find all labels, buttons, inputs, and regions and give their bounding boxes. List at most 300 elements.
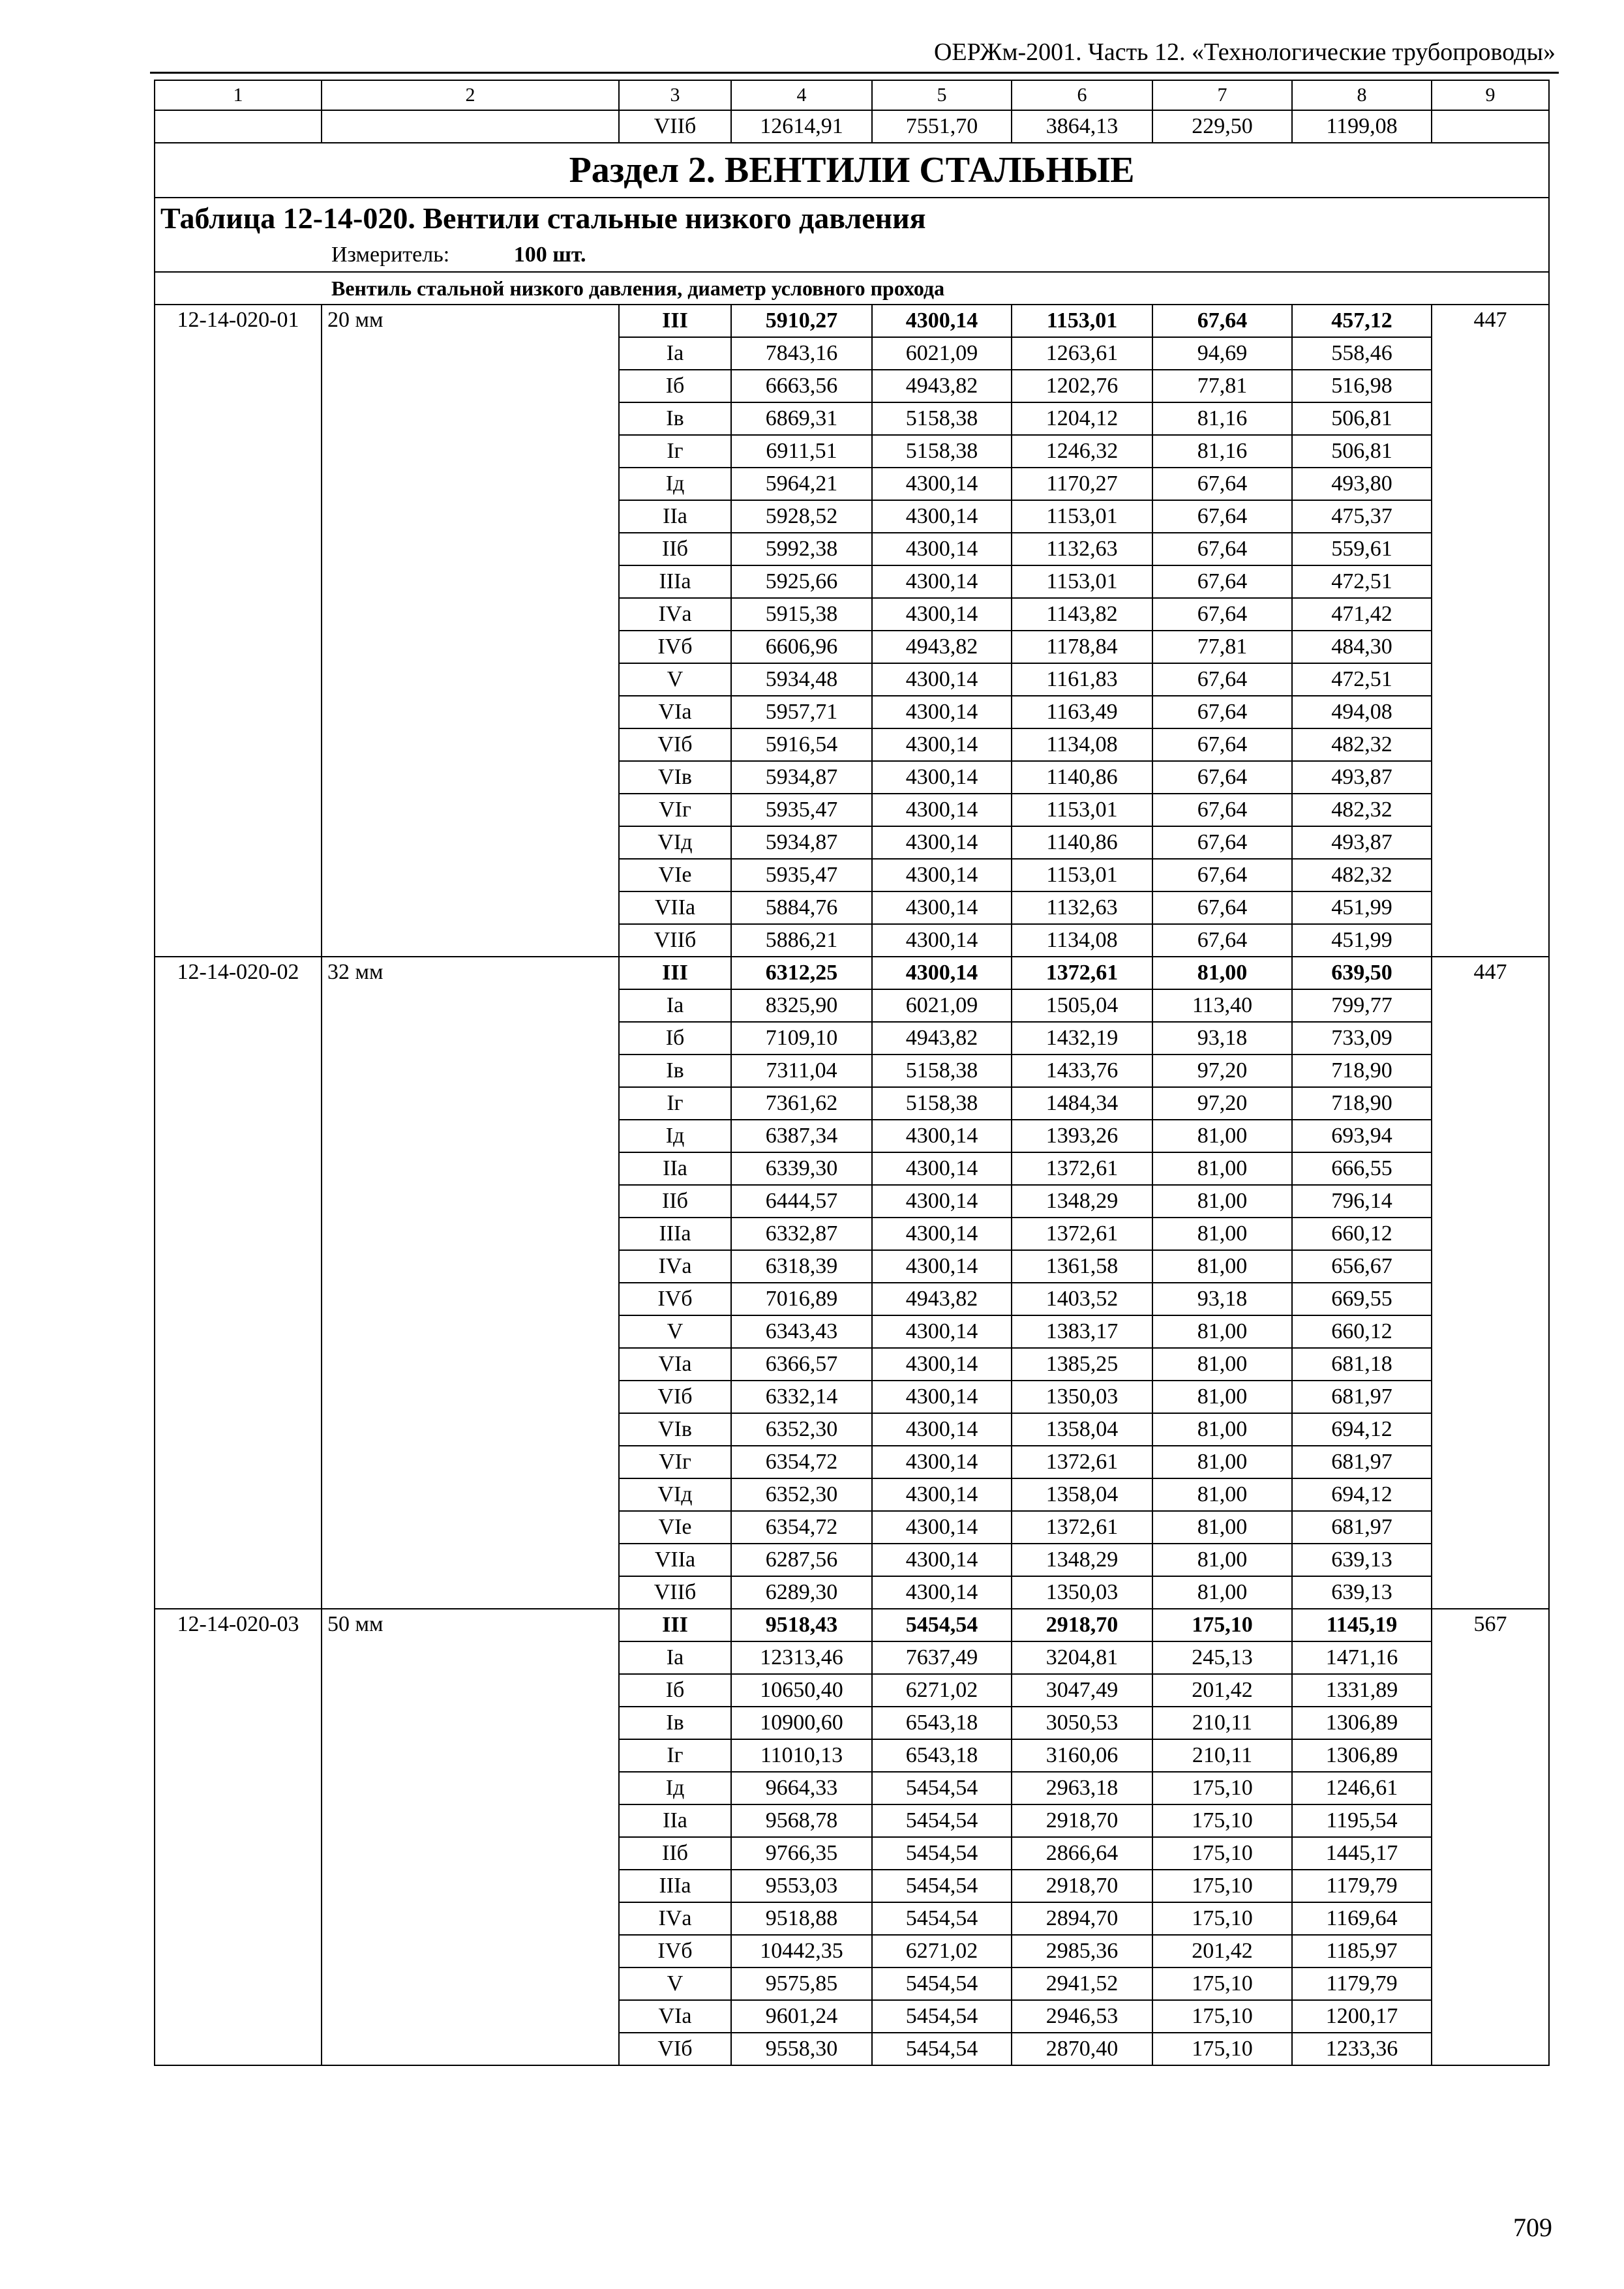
- description-cell: [322, 631, 619, 663]
- category-cell: V: [619, 663, 731, 696]
- category-cell: IVа: [619, 598, 731, 631]
- reference-cell: [1432, 728, 1549, 761]
- category-cell: VIб: [619, 2033, 731, 2065]
- category-cell: IVа: [619, 1902, 731, 1935]
- value-cell: 4300,14: [872, 696, 1012, 728]
- value-cell: 12614,91: [731, 110, 872, 143]
- value-cell: 660,12: [1292, 1315, 1432, 1348]
- value-cell: 2918,70: [1012, 1609, 1152, 1641]
- value-cell: 9553,03: [731, 1870, 872, 1902]
- value-cell: 5992,38: [731, 533, 872, 565]
- description-cell: 20 мм: [322, 305, 619, 337]
- value-cell: 1358,04: [1012, 1413, 1152, 1446]
- code-cell: [155, 2000, 322, 2033]
- value-cell: 11010,13: [731, 1739, 872, 1772]
- value-cell: 4300,14: [872, 761, 1012, 794]
- value-cell: 6332,14: [731, 1381, 872, 1413]
- table-row: [155, 728, 1549, 761]
- table-row: [155, 663, 1549, 696]
- value-cell: 1153,01: [1012, 565, 1152, 598]
- code-cell: [155, 1055, 322, 1087]
- value-cell: 1331,89: [1292, 1674, 1432, 1707]
- value-cell: 1132,63: [1012, 891, 1152, 924]
- value-cell: 5935,47: [731, 859, 872, 891]
- table-row: [155, 826, 1549, 859]
- value-cell: 81,00: [1152, 1446, 1292, 1478]
- value-cell: 1372,61: [1012, 1446, 1152, 1478]
- category-cell: III: [619, 305, 731, 337]
- reference-cell: [1432, 1837, 1549, 1870]
- value-cell: 1505,04: [1012, 989, 1152, 1022]
- value-cell: 175,10: [1152, 1609, 1292, 1641]
- reference-cell: [1432, 402, 1549, 435]
- value-cell: 7016,89: [731, 1283, 872, 1315]
- description-cell: 50 мм: [322, 1609, 619, 1641]
- value-cell: 482,32: [1292, 859, 1432, 891]
- description-cell: [322, 761, 619, 794]
- value-cell: 6339,30: [731, 1152, 872, 1185]
- code-cell: [155, 728, 322, 761]
- table-row: [155, 631, 1549, 663]
- value-cell: 2918,70: [1012, 1804, 1152, 1837]
- value-cell: 1179,79: [1292, 1870, 1432, 1902]
- category-cell: VIб: [619, 728, 731, 761]
- value-cell: 4943,82: [872, 370, 1012, 402]
- value-cell: 1153,01: [1012, 794, 1152, 826]
- reference-cell: [1432, 1967, 1549, 2000]
- value-cell: 1179,79: [1292, 1967, 1432, 2000]
- table-row: [155, 1576, 1549, 1609]
- value-cell: 1132,63: [1012, 533, 1152, 565]
- code-cell: [155, 1902, 322, 1935]
- value-cell: 559,61: [1292, 533, 1432, 565]
- value-cell: 1372,61: [1012, 957, 1152, 989]
- value-cell: 482,32: [1292, 728, 1432, 761]
- value-cell: 1445,17: [1292, 1837, 1432, 1870]
- description-cell: [322, 663, 619, 696]
- value-cell: 5935,47: [731, 794, 872, 826]
- value-cell: 516,98: [1292, 370, 1432, 402]
- table-row: [155, 1870, 1549, 1902]
- description-cell: [322, 826, 619, 859]
- description-cell: [322, 1576, 619, 1609]
- code-cell: [155, 1772, 322, 1804]
- code-cell: [155, 794, 322, 826]
- code-cell: [155, 1544, 322, 1576]
- category-cell: Iд: [619, 1772, 731, 1804]
- reference-cell: [1432, 2033, 1549, 2065]
- measure-cell: [155, 238, 1549, 272]
- category-cell: VIIб: [619, 1576, 731, 1609]
- table-row: [155, 1544, 1549, 1576]
- value-cell: 2870,40: [1012, 2033, 1152, 2065]
- value-cell: 733,09: [1292, 1022, 1432, 1055]
- value-cell: 1306,89: [1292, 1739, 1432, 1772]
- value-cell: 97,20: [1152, 1087, 1292, 1120]
- reference-cell: [1432, 1218, 1549, 1250]
- code-cell: [155, 1478, 322, 1511]
- code-cell: [155, 1804, 322, 1837]
- code-cell: [155, 1641, 322, 1674]
- code-cell: [155, 924, 322, 957]
- value-cell: 1372,61: [1012, 1218, 1152, 1250]
- description-cell: [322, 2033, 619, 2065]
- value-cell: 81,00: [1152, 1413, 1292, 1446]
- value-cell: 6543,18: [872, 1707, 1012, 1739]
- description-cell: [322, 1544, 619, 1576]
- value-cell: 694,12: [1292, 1478, 1432, 1511]
- value-cell: 1199,08: [1292, 110, 1432, 143]
- value-cell: 4300,14: [872, 1413, 1012, 1446]
- category-cell: Iв: [619, 402, 731, 435]
- reference-cell: [1432, 794, 1549, 826]
- description-cell: [322, 1022, 619, 1055]
- code-cell: [155, 337, 322, 370]
- value-cell: 506,81: [1292, 435, 1432, 468]
- value-cell: 4300,14: [872, 1446, 1012, 1478]
- value-cell: 4943,82: [872, 1022, 1012, 1055]
- category-cell: Iв: [619, 1707, 731, 1739]
- code-cell: [155, 1707, 322, 1739]
- value-cell: 1433,76: [1012, 1055, 1152, 1087]
- description-cell: [322, 1087, 619, 1120]
- value-cell: 4300,14: [872, 598, 1012, 631]
- value-cell: 6021,09: [872, 989, 1012, 1022]
- category-cell: Iг: [619, 1087, 731, 1120]
- description-cell: [322, 1837, 619, 1870]
- reference-cell: [1432, 468, 1549, 500]
- value-cell: 1178,84: [1012, 631, 1152, 663]
- value-cell: 4300,14: [872, 1511, 1012, 1544]
- value-cell: 1484,34: [1012, 1087, 1152, 1120]
- measure-row: [155, 238, 1549, 272]
- code-cell: [155, 1870, 322, 1902]
- value-cell: 10900,60: [731, 1707, 872, 1739]
- value-cell: 1432,19: [1012, 1022, 1152, 1055]
- value-cell: 6543,18: [872, 1739, 1012, 1772]
- value-cell: 1233,36: [1292, 2033, 1432, 2065]
- table-row: [155, 1739, 1549, 1772]
- value-cell: 4300,14: [872, 728, 1012, 761]
- value-cell: 1348,29: [1012, 1544, 1152, 1576]
- category-cell: VIг: [619, 1446, 731, 1478]
- value-cell: 210,11: [1152, 1739, 1292, 1772]
- value-cell: 6271,02: [872, 1674, 1012, 1707]
- value-cell: 1393,26: [1012, 1120, 1152, 1152]
- category-cell: VIа: [619, 696, 731, 728]
- value-cell: 81,00: [1152, 1315, 1292, 1348]
- value-cell: 681,97: [1292, 1446, 1432, 1478]
- value-cell: 693,94: [1292, 1120, 1432, 1152]
- value-cell: 5158,38: [872, 402, 1012, 435]
- category-cell: VIб: [619, 1381, 731, 1413]
- value-cell: 77,81: [1152, 370, 1292, 402]
- value-cell: 718,90: [1292, 1087, 1432, 1120]
- code-cell: [155, 1185, 322, 1218]
- table-row: [155, 1348, 1549, 1381]
- description-cell: [322, 1902, 619, 1935]
- value-cell: 10442,35: [731, 1935, 872, 1967]
- reference-cell: [1432, 1576, 1549, 1609]
- value-cell: 1134,08: [1012, 728, 1152, 761]
- description-cell: [322, 989, 619, 1022]
- value-cell: 718,90: [1292, 1055, 1432, 1087]
- category-cell: IIа: [619, 500, 731, 533]
- value-cell: 1145,19: [1292, 1609, 1432, 1641]
- table-row: [155, 1283, 1549, 1315]
- value-cell: 81,00: [1152, 1478, 1292, 1511]
- value-cell: 6287,56: [731, 1544, 872, 1576]
- value-cell: 6021,09: [872, 337, 1012, 370]
- value-cell: 2946,53: [1012, 2000, 1152, 2033]
- value-cell: 67,64: [1152, 891, 1292, 924]
- category-cell: IIIа: [619, 565, 731, 598]
- code-cell: [155, 1967, 322, 2000]
- table-row: [155, 1185, 1549, 1218]
- value-cell: 6663,56: [731, 370, 872, 402]
- category-cell: IVа: [619, 1250, 731, 1283]
- value-cell: 796,14: [1292, 1185, 1432, 1218]
- value-cell: 67,64: [1152, 728, 1292, 761]
- value-cell: 494,08: [1292, 696, 1432, 728]
- value-cell: 67,64: [1152, 500, 1292, 533]
- value-cell: 6606,96: [731, 631, 872, 663]
- table-row: [155, 1674, 1549, 1707]
- code-cell: [155, 565, 322, 598]
- value-cell: 6289,30: [731, 1576, 872, 1609]
- table-row: [155, 1152, 1549, 1185]
- value-cell: 4300,14: [872, 924, 1012, 957]
- table-row: [155, 1967, 1549, 2000]
- description-cell: [322, 1511, 619, 1544]
- value-cell: 1153,01: [1012, 859, 1152, 891]
- description-cell: [322, 1935, 619, 1967]
- table-row: [155, 435, 1549, 468]
- subheading-row: [155, 272, 1549, 305]
- value-cell: 175,10: [1152, 2033, 1292, 2065]
- value-cell: 4300,14: [872, 1185, 1012, 1218]
- value-cell: 9601,24: [731, 2000, 872, 2033]
- reference-cell: [1432, 1935, 1549, 1967]
- reference-cell: [1432, 1511, 1549, 1544]
- value-cell: 5925,66: [731, 565, 872, 598]
- description-cell: [322, 1870, 619, 1902]
- value-cell: 81,00: [1152, 1250, 1292, 1283]
- value-cell: 1161,83: [1012, 663, 1152, 696]
- description-cell: [322, 1739, 619, 1772]
- value-cell: 472,51: [1292, 663, 1432, 696]
- value-cell: 4943,82: [872, 1283, 1012, 1315]
- measure-value: 100 шт.: [513, 242, 586, 267]
- value-cell: 2985,36: [1012, 1935, 1152, 1967]
- description-cell: [322, 924, 619, 957]
- description-cell: [322, 794, 619, 826]
- value-cell: 67,64: [1152, 663, 1292, 696]
- description-cell: [322, 1218, 619, 1250]
- category-cell: V: [619, 1315, 731, 1348]
- value-cell: 67,64: [1152, 565, 1292, 598]
- code-cell: [155, 370, 322, 402]
- value-cell: 660,12: [1292, 1218, 1432, 1250]
- value-cell: 5454,54: [872, 1804, 1012, 1837]
- value-cell: 5957,71: [731, 696, 872, 728]
- description-cell: [322, 1641, 619, 1674]
- category-cell: Iб: [619, 1022, 731, 1055]
- value-cell: 1246,61: [1292, 1772, 1432, 1804]
- table-row: [155, 1837, 1549, 1870]
- value-cell: 175,10: [1152, 1967, 1292, 2000]
- code-cell: [155, 663, 322, 696]
- code-cell: [155, 2033, 322, 2065]
- category-cell: Iг: [619, 435, 731, 468]
- reference-cell: [1432, 1772, 1549, 1804]
- reference-cell: [1432, 337, 1549, 370]
- value-cell: 5915,38: [731, 598, 872, 631]
- page-number: 709: [1513, 2213, 1552, 2242]
- value-cell: 666,55: [1292, 1152, 1432, 1185]
- value-cell: 1385,25: [1012, 1348, 1152, 1381]
- description-cell: [322, 598, 619, 631]
- description-cell: [322, 565, 619, 598]
- value-cell: 639,13: [1292, 1576, 1432, 1609]
- value-cell: 1306,89: [1292, 1707, 1432, 1739]
- description-cell: [322, 402, 619, 435]
- value-cell: 3864,13: [1012, 110, 1152, 143]
- reference-cell: [1432, 1804, 1549, 1837]
- category-cell: V: [619, 1967, 731, 2000]
- table-row: [155, 2000, 1549, 2033]
- reference-cell: [1432, 1446, 1549, 1478]
- category-cell: Iг: [619, 1739, 731, 1772]
- value-cell: 482,32: [1292, 794, 1432, 826]
- value-cell: 1358,04: [1012, 1478, 1152, 1511]
- category-cell: Iа: [619, 989, 731, 1022]
- reference-cell: [1432, 1120, 1549, 1152]
- value-cell: 67,64: [1152, 305, 1292, 337]
- value-cell: 81,00: [1152, 1511, 1292, 1544]
- column-number: 1: [155, 80, 322, 110]
- column-number: 7: [1152, 80, 1292, 110]
- value-cell: 1185,97: [1292, 1935, 1432, 1967]
- code-cell: [155, 1152, 322, 1185]
- value-cell: 67,64: [1152, 761, 1292, 794]
- value-cell: 81,00: [1152, 957, 1292, 989]
- category-cell: IIа: [619, 1152, 731, 1185]
- value-cell: 175,10: [1152, 1870, 1292, 1902]
- description-cell: [322, 1381, 619, 1413]
- value-cell: 81,00: [1152, 1218, 1292, 1250]
- reference-cell: [1432, 1641, 1549, 1674]
- description-cell: [322, 1348, 619, 1381]
- value-cell: 4300,14: [872, 1576, 1012, 1609]
- code-cell: [155, 598, 322, 631]
- description-cell: [322, 500, 619, 533]
- value-cell: 67,64: [1152, 794, 1292, 826]
- description-cell: [322, 435, 619, 468]
- table-row: [155, 1055, 1549, 1087]
- table-row: [155, 565, 1549, 598]
- code-cell: [155, 1315, 322, 1348]
- value-cell: 175,10: [1152, 1837, 1292, 1870]
- value-cell: 4300,14: [872, 1218, 1012, 1250]
- description-cell: [322, 1707, 619, 1739]
- value-cell: 175,10: [1152, 1772, 1292, 1804]
- code-cell: [155, 1283, 322, 1315]
- reference-cell: [1432, 1674, 1549, 1707]
- value-cell: 6318,39: [731, 1250, 872, 1283]
- category-cell: IVб: [619, 631, 731, 663]
- value-cell: 10650,40: [731, 1674, 872, 1707]
- value-cell: 7109,10: [731, 1022, 872, 1055]
- value-cell: 7361,62: [731, 1087, 872, 1120]
- value-cell: 4300,14: [872, 1381, 1012, 1413]
- code-cell: [155, 891, 322, 924]
- category-cell: VIа: [619, 1348, 731, 1381]
- value-cell: 475,37: [1292, 500, 1432, 533]
- description-cell: [322, 1152, 619, 1185]
- value-cell: 67,64: [1152, 826, 1292, 859]
- value-cell: 4300,14: [872, 1120, 1012, 1152]
- value-cell: 1153,01: [1012, 305, 1152, 337]
- reference-cell: [1432, 1902, 1549, 1935]
- column-number: 8: [1292, 80, 1432, 110]
- value-cell: 67,64: [1152, 468, 1292, 500]
- value-cell: 681,18: [1292, 1348, 1432, 1381]
- value-cell: 5886,21: [731, 924, 872, 957]
- code-cell: [155, 1120, 322, 1152]
- description-cell: [322, 1804, 619, 1837]
- table-row: [155, 468, 1549, 500]
- reference-cell: 447: [1432, 957, 1549, 989]
- table-row: [155, 1511, 1549, 1544]
- value-cell: 4300,14: [872, 1348, 1012, 1381]
- reference-cell: [1432, 826, 1549, 859]
- code-cell: 12-14-020-03: [155, 1609, 322, 1641]
- value-cell: 201,42: [1152, 1935, 1292, 1967]
- value-cell: 5916,54: [731, 728, 872, 761]
- description-cell: [322, 1772, 619, 1804]
- table-title: Таблица 12-14-020. Вентили стальные низкого давления: [155, 198, 1549, 238]
- value-cell: 2866,64: [1012, 1837, 1152, 1870]
- value-cell: 5910,27: [731, 305, 872, 337]
- reference-cell: 567: [1432, 1609, 1549, 1641]
- table-row: [155, 1315, 1549, 1348]
- code-cell: [155, 533, 322, 565]
- code-cell: [155, 1022, 322, 1055]
- value-cell: 245,13: [1152, 1641, 1292, 1674]
- category-cell: IIб: [619, 1185, 731, 1218]
- value-cell: 81,00: [1152, 1185, 1292, 1218]
- table-row: [155, 1022, 1549, 1055]
- reference-cell: [1432, 598, 1549, 631]
- value-cell: 67,64: [1152, 598, 1292, 631]
- value-cell: 67,64: [1152, 924, 1292, 957]
- value-cell: 4300,14: [872, 663, 1012, 696]
- value-cell: 493,80: [1292, 468, 1432, 500]
- value-cell: 5454,54: [872, 2000, 1012, 2033]
- value-cell: 2941,52: [1012, 1967, 1152, 2000]
- value-cell: 81,00: [1152, 1348, 1292, 1381]
- table-row: [155, 500, 1549, 533]
- code-cell: [155, 1935, 322, 1967]
- table-row: [155, 1804, 1549, 1837]
- value-cell: 6352,30: [731, 1413, 872, 1446]
- value-cell: 5928,52: [731, 500, 872, 533]
- reference-cell: [1432, 1185, 1549, 1218]
- reference-cell: [1432, 435, 1549, 468]
- description-cell: [322, 728, 619, 761]
- reference-cell: [1432, 631, 1549, 663]
